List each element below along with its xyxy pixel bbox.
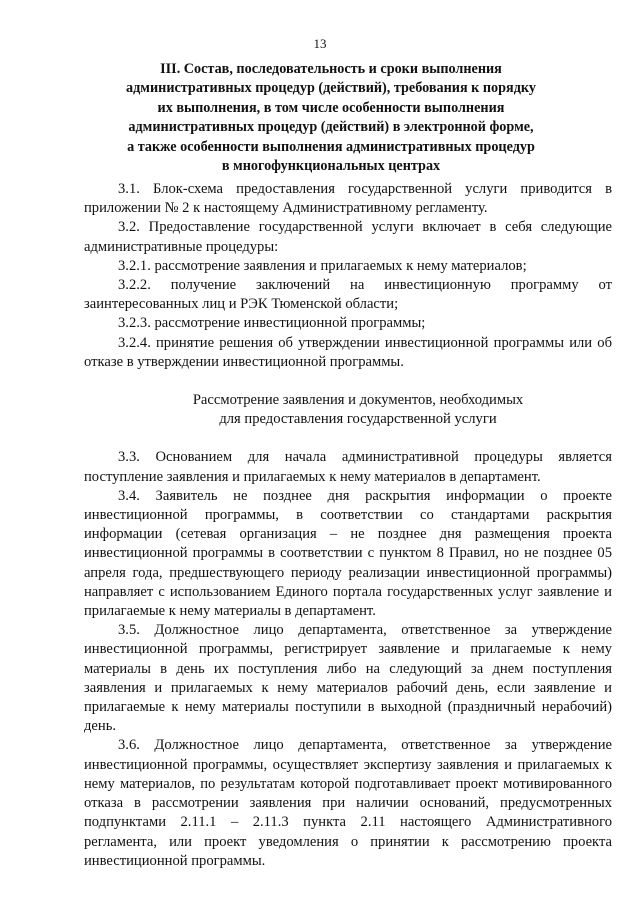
paragraph-3-2-3: 3.2.3. рассмотрение инвестиционной программы; (118, 315, 426, 332)
subheading-line: для предоставления государственной услуги (219, 411, 497, 428)
section-title-line: их выполнения, в том числе особенности выполнения (157, 99, 505, 116)
subheading (84, 391, 612, 429)
page-number: 13 (313, 36, 327, 51)
section-title-line: III. Состав, последовательность и сроки выполнения (160, 61, 502, 77)
paragraph-3-2: 3.2. Предоставление государственной услуги включает в себя следующие административные процедуры: (84, 219, 612, 255)
document-body (84, 180, 612, 871)
paragraph-3-3: 3.3. Основанием для начала административной процедуры является поступление заявления и прилагаемых к нему материалов в департамент. (84, 449, 612, 485)
section-title-line: а также особенности выполнения административных процедур (127, 138, 535, 155)
paragraph-3-1: 3.1. Блок-схема предоставления государственной услуги приводится в приложении № 2 к настоящему Административному регламенту. (84, 181, 612, 217)
section-title (100, 60, 562, 176)
section-title-line: в многофункциональных центрах (221, 158, 441, 175)
paragraph-3-4: 3.4. Заявитель не позднее дня раскрытия информации о проекте инвестиционной программы, в соответствии со стандартами раскрытия информации (сетевая организация – не позднее дня размещения проекта инвестиционной программы в соответствии с пунктом 8 Правил, но не позднее 05 апреля года, предшествующего периоду реализации инвестиционной программы) направляет с использованием Единого портала государственных услуг заявление и прилагаемые к нему материалы в департамент. (84, 487, 612, 620)
paragraph-3-6: 3.6. Должностное лицо департамента, ответственное за утверждение инвестиционной программы, осуществляет экспертизу заявления и прилагаемых к нему материалов, по результатам которой подготавливает проект мотивированного отказа в рассмотрении заявления при наличии оснований, предусмотренных подпунктами 2.11.1 – 2.11.3 пункта 2.11 настоящего Административного регламента, или проект уведомления о принятии к рассмотрению проекта инвестиционной программы. (84, 737, 612, 869)
section-title-line: административных процедур (действий) в электронной форме, (128, 119, 534, 136)
subheading-line: Рассмотрение заявления и документов, необходимых (192, 392, 524, 409)
paragraph-3-2-1: 3.2.1. рассмотрение заявления и прилагаемых к нему материалов; (118, 257, 527, 274)
paragraph-3-2-2: 3.2.2. получение заключений на инвестиционную программу от заинтересованных лиц и РЭК Тюменской области; (84, 277, 612, 313)
section-title-line: административных процедур (действий), требования к порядку (126, 80, 536, 97)
paragraph-3-2-4: 3.2.4. принятие решения об утверждении инвестиционной программы или об отказе в утверждении инвестиционной программы. (84, 334, 612, 370)
paragraph-3-5: 3.5. Должностное лицо департамента, ответственное за утверждение инвестиционной программы, регистрирует заявление и прилагаемые к нему материалы в день их поступления либо на следующий за днем поступления заявления и прилагаемых к нему материалов рабочий день, если заявление и прилагаемые к нему материалы поступили в выходной (праздничный нерабочий) день. (84, 622, 612, 735)
